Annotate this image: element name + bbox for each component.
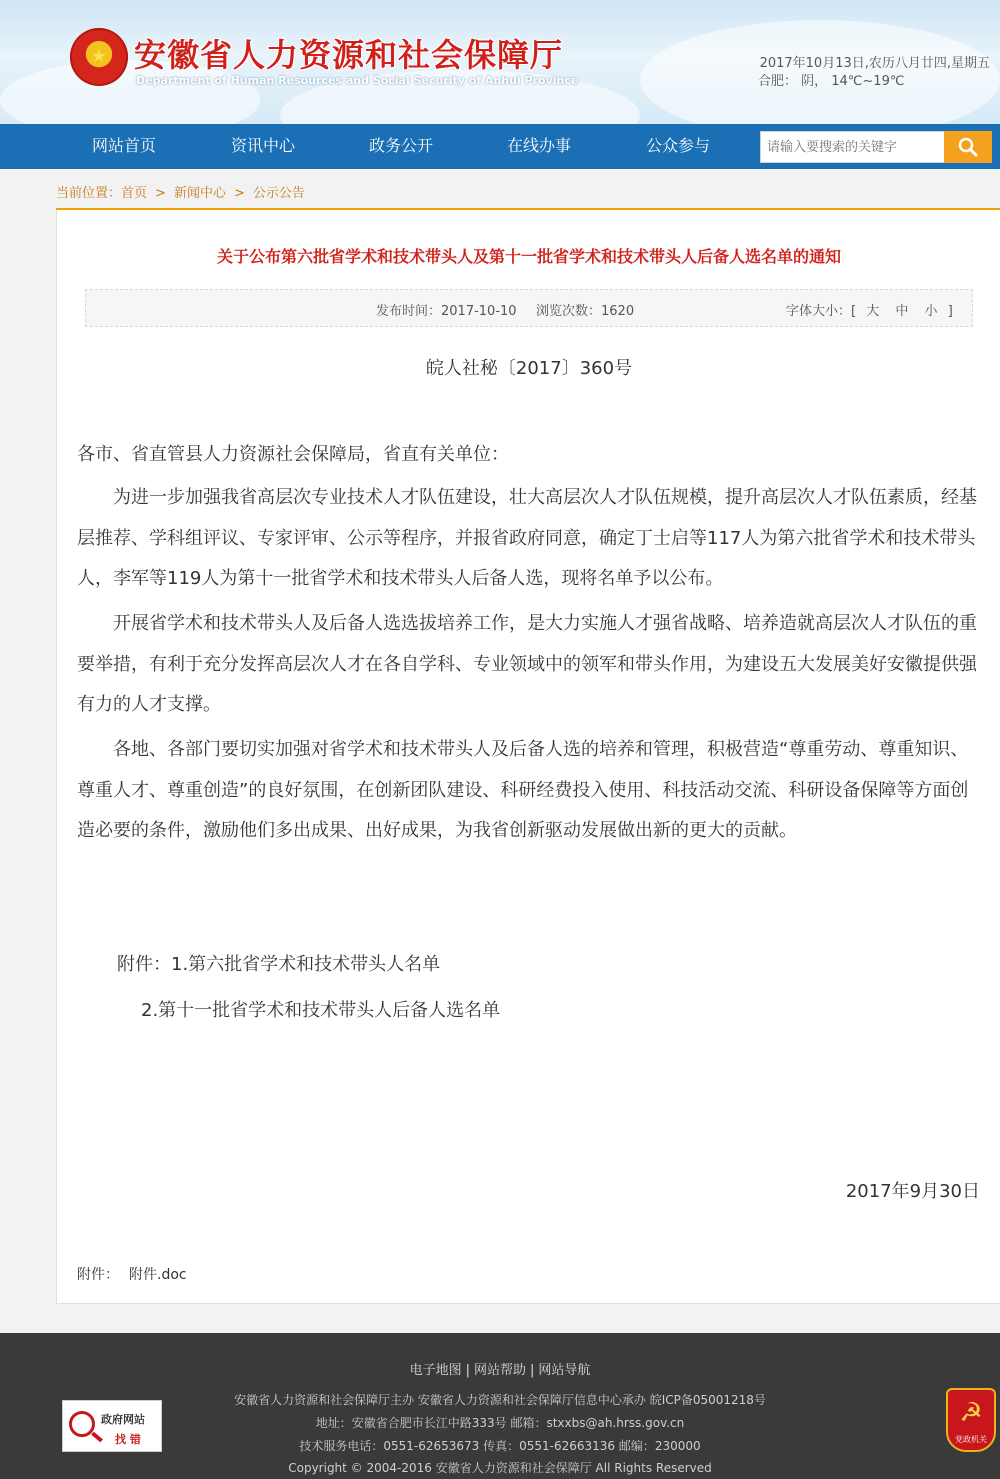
nav-item-online-services[interactable]: 在线办事 (507, 136, 572, 155)
footer-link-map[interactable]: 电子地图 (409, 1363, 462, 1378)
article-title: 关于公布第六批省学术和技术带头人及第十一批省学术和技术带头人后备人选名单的通知 (216, 247, 841, 266)
party-badge-label: 党政机关 (955, 1435, 987, 1444)
magnifier-handle (91, 1432, 103, 1443)
font-size-control (786, 300, 953, 319)
article-paragraph: 为进一步加强我省高层次专业技术人才队伍建设，壮大高层次人才队伍规模，提升高层次人才队伍素质，经基层推荐、学科组评议、专家评审、公示等程序，并报省政府同意，确定丁士启等117人为第六批省学术和技术带头人，李军等119人为第十一批省学术和技术带头人后备人选，现将名单予以公布。 (77, 487, 977, 589)
breadcrumb-news-center[interactable]: 新闻中心 (173, 186, 226, 201)
gov-badge-subtitle: 找 错 (115, 1433, 141, 1446)
footer-links (0, 1359, 1000, 1378)
publish-date: 发布时间：2017-10-10 (376, 304, 517, 319)
site-header (0, 0, 1000, 124)
footer-address-line: 地址：安徽省合肥市长江中路333号 邮箱：stxxbs@ah.hrss.gov.cn (315, 1416, 685, 1430)
national-emblem-icon: ★ (70, 28, 128, 86)
breadcrumb-announcements[interactable]: 公示公告 (252, 186, 305, 201)
attachment-file-link[interactable]: 附件.doc (129, 1267, 187, 1283)
breadcrumb-separator: > (155, 186, 166, 201)
attachment-file (77, 1264, 187, 1284)
salutation: 各市、省直管县人力资源社会保障局，省直有关单位： (77, 444, 509, 465)
font-size-label: 字体大小：[ (786, 304, 857, 319)
view-count: 浏览次数：1620 (536, 304, 635, 319)
footer-link-sitemap[interactable]: 网站导航 (538, 1363, 591, 1378)
breadcrumb-home[interactable]: 首页 (121, 186, 148, 201)
gov-badge-title: 政府网站 (101, 1413, 145, 1426)
site-title: 安徽省人力资源和社会保障厅 (134, 36, 564, 74)
article-panel (56, 210, 1000, 1304)
attachment-file-label: 附件： (77, 1267, 119, 1283)
gov-site-error-report-badge[interactable] (62, 1400, 162, 1452)
footer-link-help[interactable]: 网站帮助 (473, 1363, 526, 1378)
breadcrumb (56, 182, 305, 201)
signature-date: 2017年9月30日 (845, 1181, 980, 1202)
footer-sponsor-line: 安徽省人力资源和社会保障厅主办 安徽省人力资源和社会保障厅信息中心承办 皖ICP备05001218号 (234, 1393, 766, 1407)
article-paragraph: 各地、各部门要切实加强对省学术和技术带头人及后备人选的培养和管理，积极营造“尊重劳动、尊重知识、尊重人才、尊重创造”的良好氛围，在创新团队建设、科研经费投入使用、科技活动交流、科研设备保障等方面创造必要的条件，激励他们多出成果、出好成果，为我省创新驱动发展做出新的更大的贡献。 (77, 739, 969, 841)
nav-item-news[interactable]: 资讯中心 (231, 136, 296, 155)
nav-item-public-participation[interactable]: 公众参与 (646, 136, 711, 155)
footer-phone-line: 技术服务电话：0551-62653673 传真：0551-62663136 邮编：230000 (299, 1439, 701, 1453)
search-input[interactable] (760, 131, 946, 163)
date-line: 2017年10月13日,农历八月廿四,星期五 (759, 56, 990, 71)
attachment-list-item: 2.第十一批省学术和技术带头人后备人选名单 (141, 1000, 501, 1021)
breadcrumb-separator: > (233, 186, 245, 201)
font-size-close-bracket: ] (947, 304, 953, 319)
party-emblem-icon: ☭ (959, 1398, 983, 1428)
font-size-small-button[interactable]: 小 (924, 304, 938, 319)
weather-line: 合肥： 阴， 14℃~19℃ (758, 74, 905, 89)
document-number: 皖人社秘〔2017〕360号 (425, 358, 633, 379)
nav-item-government-affairs[interactable]: 政务公开 (369, 136, 434, 155)
breadcrumb-prefix: 当前位置： (56, 186, 122, 201)
footer-copyright: Copyright © 2004-2016 安徽省人力资源和社会保障厅 All Rights Reserved (288, 1461, 712, 1475)
footer-link-divider: | (530, 1363, 535, 1378)
article-meta-bar (85, 289, 973, 327)
attachment-list-item: 附件：1.第六批省学术和技术带头人名单 (117, 954, 441, 975)
site-subtitle: Department of Human Resources and Social Security of Anhui Province (136, 74, 579, 87)
font-size-medium-button[interactable]: 中 (895, 304, 909, 319)
footer-link-divider: | (465, 1363, 470, 1378)
font-size-large-button[interactable]: 大 (866, 304, 880, 319)
search-button[interactable] (944, 131, 992, 163)
search-icon (957, 136, 979, 158)
party-government-badge[interactable] (946, 1388, 996, 1452)
nav-item-home[interactable]: 网站首页 (92, 136, 157, 155)
article-paragraph: 开展省学术和技术带头人及后备人选选拔培养工作，是大力实施人才强省战略、培养造就高层次人才队伍的重要举措，有利于充分发挥高层次人才在各自学科、专业领域中的领军和带头作用，为建设五大发展美好安徽提供强有力的人才支撑。 (77, 613, 977, 715)
site-footer (0, 1333, 1000, 1479)
